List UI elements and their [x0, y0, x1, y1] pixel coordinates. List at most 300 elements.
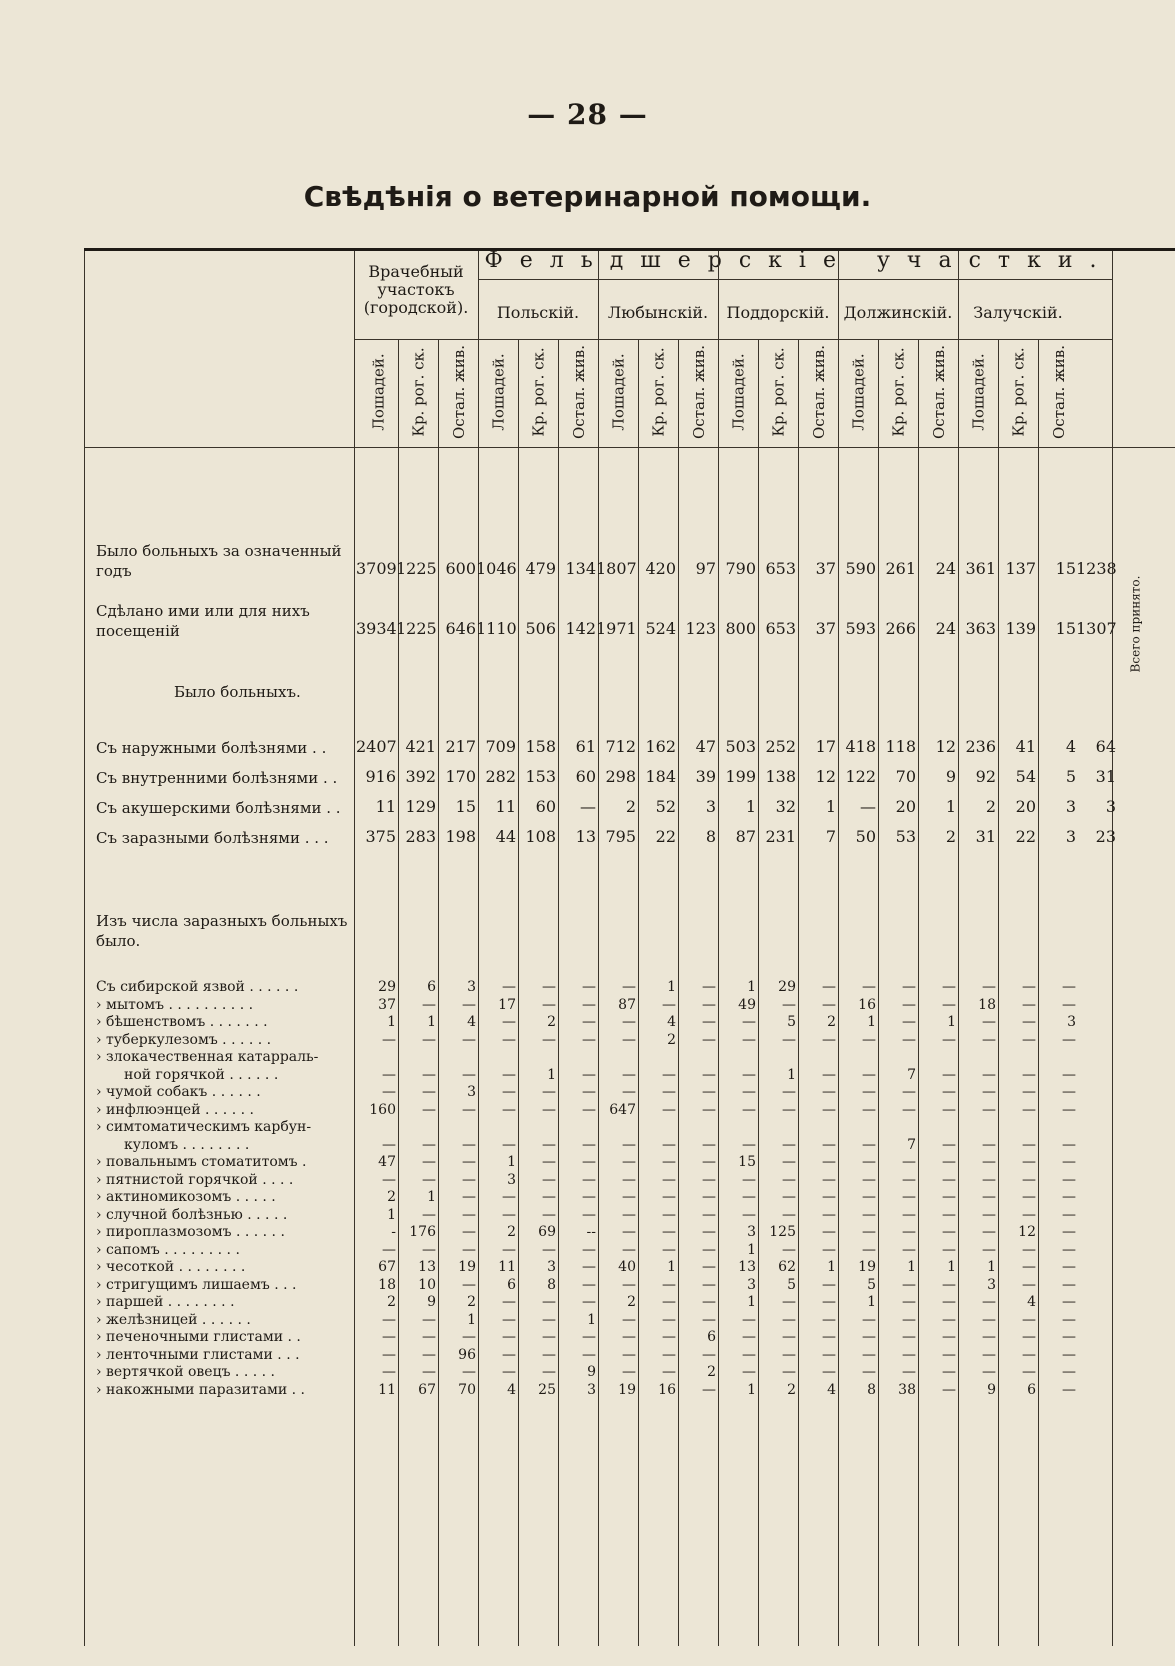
table-cell: 1: [825, 797, 836, 816]
table-cell: 70: [458, 1381, 476, 1398]
table-cell: 653: [765, 559, 796, 578]
table-cell: 1: [947, 1014, 956, 1030]
table-cell: —: [822, 1154, 836, 1170]
table-cell: —: [822, 1206, 836, 1223]
table-cell: 2: [547, 1014, 556, 1030]
row-label: › актиномикозомъ . . . . .: [96, 1189, 276, 1205]
table-cell: 3: [747, 1276, 756, 1293]
table-cell: —: [742, 1171, 756, 1188]
table-cell: —: [462, 1364, 476, 1380]
table-cell: —: [942, 996, 956, 1013]
section-heading: Изъ числа заразныхъ больныхъ было.: [96, 912, 348, 950]
table-cell: —: [662, 1364, 676, 1380]
table-cell: —: [822, 1294, 836, 1310]
table-cell: —: [902, 1101, 916, 1118]
table-cell: —: [582, 1241, 596, 1258]
row-label: › желѣзницей . . . . . .: [96, 1311, 251, 1328]
table-cell: 593: [845, 619, 876, 638]
table-cell: —: [902, 1364, 916, 1380]
table-cell: 2: [507, 1224, 516, 1240]
group-header-rule: [478, 279, 1112, 280]
table-cell: 1: [745, 797, 756, 816]
table-cell: 5: [867, 1276, 876, 1293]
table-cell: 1: [747, 1381, 756, 1398]
table-cell: —: [622, 1154, 636, 1170]
table-cell: —: [662, 1154, 676, 1170]
table-cell: 1307: [1076, 619, 1117, 638]
table-cell: —: [702, 979, 716, 995]
table-cell: 231: [765, 827, 796, 846]
table-cell: —: [502, 1206, 516, 1223]
table-cell: —: [622, 1031, 636, 1048]
table-cell: 162: [645, 737, 676, 756]
table-cell: 19: [858, 1259, 876, 1275]
table-cell: —: [382, 1171, 396, 1188]
table-cell: —: [502, 1241, 516, 1258]
table-cell: 13: [575, 827, 596, 846]
table-cell: 13: [738, 1259, 756, 1275]
table-cell: —: [902, 1031, 916, 1048]
table-cell: 62: [778, 1259, 796, 1275]
table-cell: —: [462, 1154, 476, 1170]
table-cell: —: [862, 1066, 876, 1083]
table-cell: —: [942, 1206, 956, 1223]
table-cell: 64: [1095, 737, 1116, 756]
table-cell: 1: [467, 1311, 476, 1328]
table-cell: —: [822, 1101, 836, 1118]
row-label: Было больныхъ за означенный годъ: [96, 542, 342, 580]
column-label: [400, 337, 438, 447]
table-cell: —: [462, 1329, 476, 1345]
table-cell: —: [542, 1084, 556, 1100]
table-cell: —: [702, 1259, 716, 1275]
table-cell: —: [382, 1031, 396, 1048]
column-label: [1000, 337, 1038, 447]
table-cell: 1: [507, 1154, 516, 1170]
table-cell: —: [742, 1311, 756, 1328]
table-cell: 1225: [396, 559, 437, 578]
section-border: [718, 251, 719, 1646]
table-cell: 3: [1065, 797, 1076, 816]
table-cell: —: [580, 797, 596, 816]
table-cell: 41: [1015, 737, 1036, 756]
table-cell: 1: [987, 1259, 996, 1275]
table-cell: 31: [1095, 767, 1116, 786]
page-number: — 28 —: [527, 98, 648, 131]
table-cell: —: [1062, 1364, 1076, 1380]
table-cell: —: [902, 1206, 916, 1223]
table-cell: 4: [507, 1381, 516, 1398]
table-cell: 22: [1015, 827, 1036, 846]
row-label: › паршей . . . . . . . .: [96, 1294, 235, 1310]
table-cell: —: [942, 1189, 956, 1205]
table-cell: —: [782, 1171, 796, 1188]
table-cell: 6: [1027, 1381, 1036, 1398]
table-cell: —: [422, 1031, 436, 1048]
table-cell: 15: [738, 1154, 756, 1170]
table-cell: 800: [725, 619, 756, 638]
table-cell: —: [742, 1101, 756, 1118]
column-label-text: Лошадей.: [490, 353, 509, 431]
table-cell: —: [622, 1084, 636, 1100]
table-cell: 6: [707, 1329, 716, 1345]
table-cell: —: [822, 979, 836, 995]
table-cell: —: [1022, 1346, 1036, 1363]
column-label-text: Кр. рог. ск.: [410, 347, 429, 437]
table-cell: 137: [1005, 559, 1036, 578]
table-cell: 20: [895, 797, 916, 816]
total-column-header: Всего принято.: [1128, 575, 1143, 673]
table-cell: —: [1062, 1224, 1076, 1240]
column-label: [920, 337, 958, 447]
table-cell: —: [982, 1154, 996, 1170]
table-cell: 142: [565, 619, 596, 638]
row-label: › печеночными глистами . .: [96, 1329, 301, 1345]
table-cell: 3: [747, 1224, 756, 1240]
table-cell: —: [702, 1066, 716, 1083]
table-cell: —: [862, 1189, 876, 1205]
table-cell: —: [542, 1189, 556, 1205]
table-cell: —: [982, 1329, 996, 1345]
table-cell: 12: [935, 737, 956, 756]
table-cell: —: [1062, 1294, 1076, 1310]
table-cell: —: [382, 1346, 396, 1363]
table-cell: —: [662, 1084, 676, 1100]
table-cell: —: [582, 1259, 596, 1275]
table-cell: —: [742, 1329, 756, 1345]
table-cell: 3: [467, 1084, 476, 1100]
table-cell: —: [822, 1031, 836, 1048]
table-cell: —: [822, 1276, 836, 1293]
column-label: [800, 337, 838, 447]
table-cell: —: [982, 1364, 996, 1380]
table-cell: 1: [867, 1014, 876, 1030]
table-cell: 7: [825, 827, 836, 846]
table-cell: —: [542, 1154, 556, 1170]
table-cell: 590: [845, 559, 876, 578]
table-cell: —: [622, 1014, 636, 1030]
table-cell: 15: [1055, 619, 1076, 638]
table-cell: 125: [769, 1224, 796, 1240]
city-section-header: Врачебный участокъ (городской).: [363, 262, 469, 317]
table-cell: —: [582, 1154, 596, 1170]
table-cell: 32: [775, 797, 796, 816]
table-cell: —: [1022, 1241, 1036, 1258]
table-cell: 4: [1027, 1294, 1036, 1310]
column-label-text: Лошадей.: [610, 353, 629, 431]
table-cell: —: [542, 1364, 556, 1380]
table-cell: 3: [587, 1381, 596, 1398]
table-cell: 29: [378, 979, 396, 995]
table-cell: —: [1022, 1364, 1036, 1380]
table-cell: —: [462, 1136, 476, 1153]
table-cell: —: [982, 1206, 996, 1223]
table-cell: —: [662, 1171, 676, 1188]
table-cell: —: [942, 979, 956, 995]
table-cell: —: [942, 1381, 956, 1398]
table-cell: 40: [618, 1259, 636, 1275]
table-cell: 8: [547, 1276, 556, 1293]
table-cell: —: [382, 1311, 396, 1328]
table-cell: 1: [547, 1066, 556, 1083]
table-cell: —: [502, 1346, 516, 1363]
table-cell: —: [382, 1364, 396, 1380]
row-label: › чесоткой . . . . . . . .: [96, 1259, 246, 1275]
table-cell: 3: [467, 979, 476, 995]
table-cell: —: [902, 1241, 916, 1258]
table-cell: 503: [725, 737, 756, 756]
table-cell: —: [1062, 1259, 1076, 1275]
table-cell: —: [702, 1014, 716, 1030]
table-cell: —: [742, 1084, 756, 1100]
table-cell: —: [422, 1329, 436, 1345]
table-cell: —: [902, 1224, 916, 1240]
table-cell: —: [982, 1294, 996, 1310]
table-cell: —: [502, 1084, 516, 1100]
table-cell: —: [702, 1084, 716, 1100]
table-cell: —: [582, 1346, 596, 1363]
table-cell: 506: [525, 619, 556, 638]
table-cell: —: [1062, 1276, 1076, 1293]
table-cell: 2: [827, 1014, 836, 1030]
table-cell: —: [662, 1136, 676, 1153]
table-cell: —: [982, 1066, 996, 1083]
table-cell: —: [702, 1031, 716, 1048]
table-cell: —: [822, 996, 836, 1013]
table-cell: —: [1062, 1206, 1076, 1223]
table-cell: 160: [369, 1101, 396, 1118]
table-cell: —: [662, 996, 676, 1013]
table-cell: 70: [895, 767, 916, 786]
table-cell: 198: [445, 827, 476, 846]
table-cell: —: [622, 1346, 636, 1363]
table-cell: —: [622, 1241, 636, 1258]
table-cell: 47: [378, 1154, 396, 1170]
table-cell: —: [1062, 1189, 1076, 1205]
table-cell: 16: [658, 1381, 676, 1398]
table-cell: —: [782, 1084, 796, 1100]
table-cell: —: [662, 1311, 676, 1328]
table-cell: 15: [1055, 559, 1076, 578]
table-cell: —: [982, 1346, 996, 1363]
table-cell: 37: [815, 619, 836, 638]
table-cell: 653: [765, 619, 796, 638]
table-cell: —: [982, 1101, 996, 1118]
table-cell: —: [742, 1346, 756, 1363]
table-cell: 298: [605, 767, 636, 786]
table-cell: —: [542, 1101, 556, 1118]
table-cell: —: [622, 1189, 636, 1205]
table-cell: —: [542, 1294, 556, 1310]
row-label: › злокачественная катарраль-: [96, 1049, 319, 1065]
table-cell: 8: [867, 1381, 876, 1398]
table-cell: 67: [418, 1381, 436, 1398]
table-cell: —: [582, 1031, 596, 1048]
column-label-text: Остал. жив.: [930, 344, 949, 440]
table-cell: —: [502, 1031, 516, 1048]
table-cell: —: [422, 1206, 436, 1223]
table-cell: —: [982, 1031, 996, 1048]
table-cell: —: [422, 996, 436, 1013]
table-cell: 375: [365, 827, 396, 846]
table-cell: 108: [525, 827, 556, 846]
table-cell: 184: [645, 767, 676, 786]
table-cell: —: [582, 1066, 596, 1083]
table-cell: 12: [1018, 1224, 1036, 1240]
table-cell: —: [502, 1014, 516, 1030]
table-cell: —: [662, 1101, 676, 1118]
column-label: [440, 337, 478, 447]
table-cell: —: [1022, 1014, 1036, 1030]
row-label: куломъ . . . . . . . .: [124, 1136, 250, 1153]
table-cell: 1: [827, 1259, 836, 1275]
table-cell: —: [742, 1364, 756, 1380]
row-label: ной горячкой . . . . . .: [124, 1066, 279, 1083]
table-cell: 252: [765, 737, 796, 756]
table-cell: —: [1062, 1031, 1076, 1048]
table-cell: —: [742, 1014, 756, 1030]
table-cell: 61: [575, 737, 596, 756]
row-label: › накожными паразитами . .: [96, 1381, 305, 1398]
table-cell: 2: [707, 1364, 716, 1380]
table-cell: —: [902, 1276, 916, 1293]
table-cell: —: [582, 996, 596, 1013]
table-cell: —: [662, 1294, 676, 1310]
table-cell: —: [862, 1241, 876, 1258]
table-cell: —: [860, 797, 876, 816]
table-cell: 11: [498, 1259, 516, 1275]
row-label: › повальнымъ стоматитомъ .: [96, 1154, 307, 1170]
table-cell: —: [622, 1364, 636, 1380]
table-cell: —: [782, 1311, 796, 1328]
row-label: Съ акушерскими болѣзнями . .: [96, 799, 341, 817]
table-cell: —: [1022, 1084, 1036, 1100]
table-cell: —: [582, 1014, 596, 1030]
column-label-text: Лошадей.: [370, 353, 389, 431]
table-cell: 2: [985, 797, 996, 816]
table-cell: —: [622, 1066, 636, 1083]
table-cell: —: [702, 1276, 716, 1293]
table-cell: —: [462, 1171, 476, 1188]
table-cell: —: [982, 1224, 996, 1240]
table-cell: 7: [907, 1136, 916, 1153]
table-cell: —: [1022, 1136, 1036, 1153]
table-cell: —: [702, 1189, 716, 1205]
column-label: [840, 337, 878, 447]
table-cell: —: [942, 1346, 956, 1363]
table-cell: —: [1022, 1154, 1036, 1170]
row-label: Съ наружными болѣзнями . .: [96, 739, 327, 757]
column-label-text: Остал. жив.: [1050, 344, 1069, 440]
table-cell: —: [382, 1136, 396, 1153]
table-cell: —: [862, 1364, 876, 1380]
table-cell: —: [782, 1294, 796, 1310]
table-cell: 1971: [596, 619, 637, 638]
table-cell: —: [782, 996, 796, 1013]
table-cell: —: [822, 1224, 836, 1240]
table-cell: —: [942, 1101, 956, 1118]
table-cell: —: [422, 1346, 436, 1363]
column-label: [600, 337, 638, 447]
total-column-border: [1112, 251, 1113, 1646]
table-cell: --: [586, 1224, 596, 1240]
table-cell: 5: [787, 1014, 796, 1030]
table-cell: —: [702, 1206, 716, 1223]
table-cell: —: [982, 1136, 996, 1153]
table-cell: 123: [685, 619, 716, 638]
table-cell: 3: [705, 797, 716, 816]
table-cell: —: [542, 1346, 556, 1363]
table-cell: —: [662, 1276, 676, 1293]
table-cell: —: [942, 1084, 956, 1100]
table-cell: —: [942, 1171, 956, 1188]
table-cell: 18: [978, 996, 996, 1013]
table-cell: 600: [445, 559, 476, 578]
table-cell: 25: [538, 1381, 556, 1398]
table-cell: —: [542, 996, 556, 1013]
section-header: Польскій.: [496, 303, 580, 322]
table-cell: 2: [627, 1294, 636, 1310]
table-cell: 16: [858, 996, 876, 1013]
table-cell: —: [902, 979, 916, 995]
table-cell: —: [742, 1031, 756, 1048]
table-cell: 38: [898, 1381, 916, 1398]
table-cell: 3: [987, 1276, 996, 1293]
table-cell: —: [822, 1329, 836, 1345]
table-cell: 24: [935, 619, 956, 638]
table-cell: 47: [695, 737, 716, 756]
table-cell: —: [782, 1346, 796, 1363]
table-cell: —: [622, 1311, 636, 1328]
table-cell: —: [462, 1189, 476, 1205]
table-cell: 52: [655, 797, 676, 816]
table-cell: —: [662, 1346, 676, 1363]
column-label: [880, 337, 918, 447]
table-cell: —: [382, 1084, 396, 1100]
table-cell: 6: [507, 1276, 516, 1293]
table-cell: 1110: [476, 619, 517, 638]
table-cell: 3: [1065, 827, 1076, 846]
table-cell: —: [382, 1066, 396, 1083]
table-cell: 916: [365, 767, 396, 786]
veterinary-table: [84, 248, 1175, 1646]
table-cell: —: [902, 1189, 916, 1205]
table-cell: —: [422, 1241, 436, 1258]
column-label: [760, 337, 798, 447]
table-cell: 87: [735, 827, 756, 846]
table-cell: 5: [1065, 767, 1076, 786]
table-cell: 11: [375, 797, 396, 816]
table-cell: —: [702, 1381, 716, 1398]
table-cell: —: [942, 1276, 956, 1293]
table-cell: —: [742, 1136, 756, 1153]
table-cell: 118: [885, 737, 916, 756]
table-cell: —: [942, 1241, 956, 1258]
column-label-text: Кр. рог. ск.: [1010, 347, 1029, 437]
table-cell: —: [902, 1346, 916, 1363]
table-cell: —: [902, 1311, 916, 1328]
table-cell: —: [822, 1364, 836, 1380]
table-cell: —: [502, 1136, 516, 1153]
table-cell: —: [822, 1136, 836, 1153]
table-cell: —: [822, 1241, 836, 1258]
column-label: [520, 337, 558, 447]
column-label-text: Лошадей.: [730, 353, 749, 431]
table-cell: 134: [565, 559, 596, 578]
section-border: [598, 251, 599, 1646]
table-cell: —: [542, 979, 556, 995]
table-cell: —: [982, 1311, 996, 1328]
